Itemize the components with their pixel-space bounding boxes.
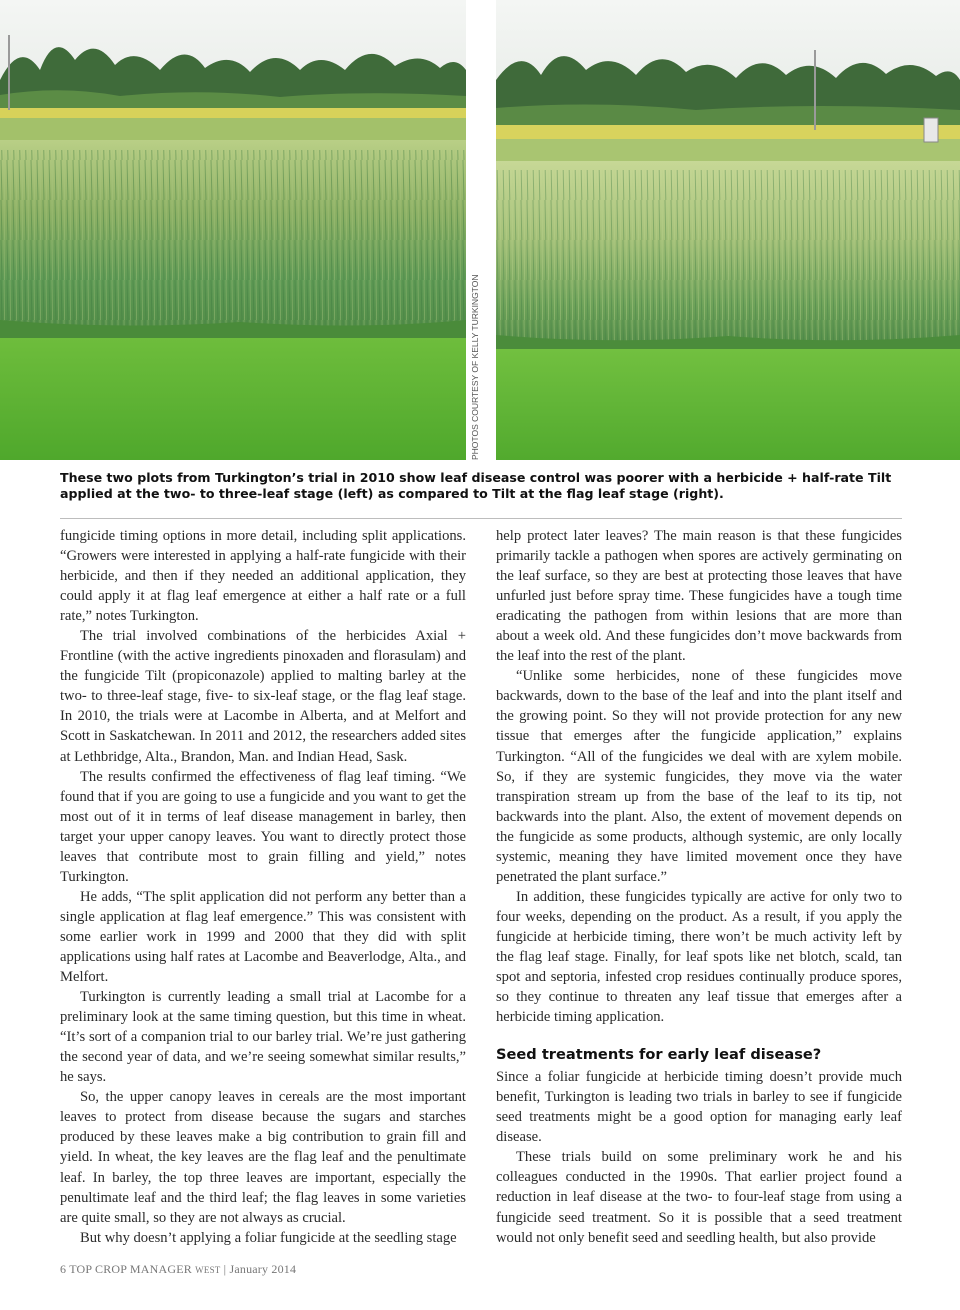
paragraph: “Unlike some herbicides, none of these fungicides move backwards, down to the base of the leaf and into the plant itself and the growing point. So they will not provide protection for any new tissue that emerges after the fungicide application,” explains Turkington. “All of the fungicides we deal with are xylem mobile. So, if they are systemic fungicides, they move via the water transpiration stream up from the base of the leaf to its tip, not backwards into the plant. Also, the extent of movement depends on the fungicide as some products, although systemic, are only locally systemic, meaning they have limited movement once they have penetrated the plant surface.” xyxy=(496,668,902,885)
photo-credit: PHOTOS COURTESY OF KELLY TURKINGTON xyxy=(470,274,480,460)
paragraph: So, the upper canopy leaves in cereals are the most important leaves to protect from disease because the sugars and starches produced by these leaves make a big contribution to grain fill and yield. In wheat, the key leaves are the flag leaf and the penultimate leaf. In barley, the top three leaves are important, especially the penultimate leaf and the third leaf; the flag leaves in some varieties are quite small, so they are not always as crucial. xyxy=(60,1089,466,1226)
issue-date: January 2014 xyxy=(229,1262,297,1276)
photo-left xyxy=(0,0,466,460)
paragraph: These trials build on some preliminary work he and his colleagues conducted in the 1990s. That earlier project found a reduction in leaf disease at the two- to four-leaf stage from using a fungicide seed treatment. So it is possible that a seed treatment would not only benefit seed and seedling health, but also provide xyxy=(496,1149,902,1246)
footer-separator: | xyxy=(223,1262,227,1276)
paragraph: Turkington is currently leading a small trial at Lacombe for a preliminary look at the same timing question, but this time in wheat. “It’s sort of a companion trial to our barley trial. We’re just gathering the second year of data, and we’re seeing somewhat similar results,” he says. xyxy=(60,989,466,1086)
section-subhead: Seed treatments for early leaf disease? xyxy=(496,1046,822,1064)
page-number: 6 xyxy=(60,1262,67,1276)
article-column-left xyxy=(60,526,466,1248)
barley-plot-left-image xyxy=(0,0,466,460)
paragraph: He adds, “The split application did not perform any better than a single application at flag leaf emergence.” This was consistent with some earlier work in 1999 and 2000 that they did with split applications using half rates at Lacombe and Beaverlodge, Alta., and Melfort. xyxy=(60,888,466,986)
paragraph: Since a foliar fungicide at herbicide timing doesn’t provide much benefit, Turkington is leading two trials in barley to see if fungicide seed treatments might be a good option for managing early leaf disease. xyxy=(496,1069,902,1146)
article-column-right xyxy=(496,526,902,1248)
paragraph: But why doesn’t applying a foliar fungicide at the seedling stage xyxy=(80,1229,457,1246)
paragraph: fungicide timing options in more detail, including split applications. “Growers were interested in applying a half-rate fungicide with their herbicide, and then if they needed an additional application, they could apply it at flag leaf emergence at either a half rate or a full rate,” notes Turkington. xyxy=(60,528,466,625)
caption-divider xyxy=(60,518,902,519)
page-footer xyxy=(60,1262,296,1277)
paragraph: In addition, these fungicides typically are active for only two to four weeks, depending on the product. As a result, if you apply the fungicide at herbicide timing, there won’t be much activity left by the flag leaf stage. Finally, for leaf spots like net blotch, scald, tan spot and septoria, infested crop residues continually produce spores, so they continue to threaten any leaf tissue that emerges after a herbicide timing application. xyxy=(496,888,902,1026)
photo-right xyxy=(496,0,960,460)
publication-name: TOP CROP MANAGER xyxy=(69,1262,192,1276)
paragraph: The results confirmed the effectiveness of flag leaf timing. “We found that if you are going to use a fungicide and you want to get the most out of it in terms of leaf disease management in barley, then target your upper canopy leaves. You want to directly protect those leaves that contribute most to grain filling and yield,” notes Turkington. xyxy=(60,768,466,885)
publication-edition: WEST xyxy=(195,1265,221,1275)
photo-caption: These two plots from Turkington’s trial in 2010 show leaf disease control was poorer with a herbicide + half-rate Tilt applied at the two- to three-leaf stage (left) as compared to Tilt at the flag leaf stage (right). xyxy=(60,470,892,501)
barley-plot-right-image xyxy=(496,0,960,460)
paragraph: The trial involved combinations of the herbicides Axial + Frontline (with the active ingredients pinoxaden and florasulam) and the fungicide Tilt (propiconazole) applied to malting barley at the two- to three-leaf stage, five- to six-leaf stage, or the flag leaf stage. In 2010, the trials were at Lacombe in Alberta, and at Melfort and Scott in Saskatchewan. In 2011 and 2012, the researchers added sites at Lethbridge, Alta., Brandon, Man. and Indian Head, Sask. xyxy=(60,628,466,765)
paragraph: help protect later leaves? The main reason is that these fungicides primarily tackle a pathogen when spores are actively germinating on the leaf surface, so they are best at protecting those leaves that have unfurled just before spray time. These fungicides have a tough time eradicating the pathogen from within lesions that are more than about a week old. And these fungicides don’t move backwards from the leaf into the rest of the plant. xyxy=(496,528,902,665)
